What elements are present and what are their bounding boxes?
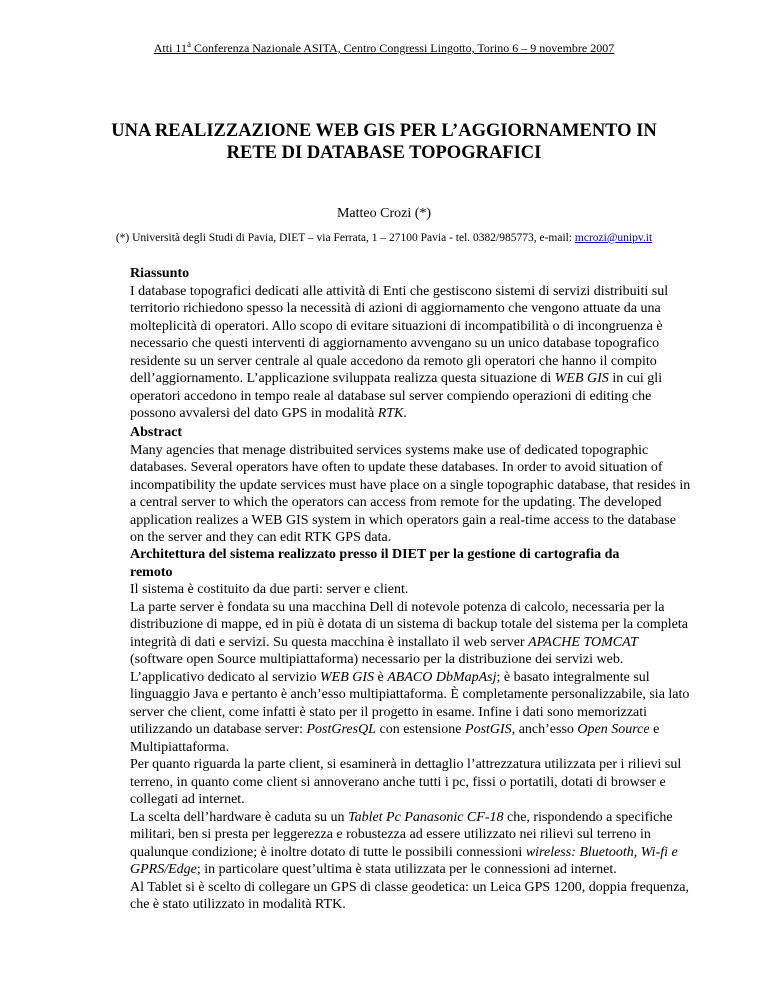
paragraph-line: [130, 370, 663, 388]
italic-term: Tablet Pc Panasonic CF-18: [348, 809, 504, 825]
italic-term: APACHE TOMCAT: [528, 634, 638, 650]
text-span: utilizzando un database server:: [130, 722, 307, 737]
paragraph-line: necessario che questi interventi di aggiornamento avvengano su un unico database topografico: [130, 336, 660, 351]
paragraph-line: [130, 721, 660, 739]
author: Matteo Crozi (*): [336, 206, 432, 221]
running-header: [0, 39, 768, 56]
paragraph-line: [130, 809, 673, 827]
text-span: L’applicativo dedicato al servizio: [130, 669, 320, 685]
paragraph-line: molteplicità di operatori. Allo scopo di evitare situazioni di incompatibilità o di incongruenza è: [130, 318, 663, 334]
architettura-section: [130, 546, 690, 914]
paragraph-line: Il sistema è costituito da due parti: server e client.: [130, 582, 409, 597]
paragraph-line: [130, 844, 678, 862]
paragraph-line: distribuzione di mappe, ed in più è dotata di un sistema di backup totale del sistema per la completa: [130, 617, 688, 632]
email-link[interactable]: mcrozi@unipv.it: [574, 232, 653, 244]
header-prefix: Atti 11: [153, 41, 187, 55]
paragraph-line: incompatibility the update services must have place on a single topographic database, that resides in: [130, 477, 691, 493]
paper-title: [80, 120, 688, 164]
italic-term: wireless: Bluetooth, Wi-fi e: [525, 844, 678, 860]
abstract-heading: Abstract: [130, 425, 183, 440]
text-span: ; è basato integralmente sul: [496, 669, 650, 685]
paragraph-line: [130, 405, 650, 423]
title-line-1: UNA REALIZZAZIONE WEB GIS PER L’AGGIORNAMENTO IN: [111, 121, 657, 141]
paragraph-line: server che client, come infatti è stato per il progetto in esame. Infine i dati sono memorizzati: [130, 704, 648, 720]
paragraph-line: [130, 861, 650, 879]
text-span: con estensione: [375, 722, 466, 737]
italic-term: Open Source: [577, 722, 650, 737]
paragraph-line: militari, ben si presta per leggerezza e robustezza ad essere utilizzato nei rilievi sul terreno in: [130, 827, 651, 842]
italic-term: PostGIS: [465, 722, 512, 737]
riassunto-heading: Riassunto: [130, 266, 190, 281]
paragraph-line: La parte server è fondata su una macchina Dell di notevole potenza di calcolo, necessaria per la: [130, 599, 665, 615]
paragraph-line: a central server to which the operators can access from remote for the updating. The developed: [130, 495, 662, 510]
paragraph-line: residente su un server centrale al quale accedono da remoto gli operatori che hanno il compito: [130, 353, 657, 369]
text-span: possono avvalersi del dato GPS in modalità: [130, 406, 378, 421]
affiliation-text: (*) Università degli Studi di Pavia, DIET – via Ferrata, 1 – 27100 Pavia - tel. 0382/985773, e-mail:: [115, 232, 575, 244]
paragraph-line: (software open Source multipiattaforma) necessario per la distribuzione dei servizi web.: [130, 652, 624, 667]
paragraph-line: [130, 634, 650, 652]
architettura-heading: Architettura del sistema realizzato presso il DIET per la gestione di cartografia da remoto: [130, 547, 620, 580]
text-span: integrità di dati e servizi. Su questa macchina è installato il web server: [130, 634, 529, 650]
italic-term: RTK: [377, 406, 404, 421]
text-span: è: [374, 669, 388, 685]
text-span: ; in particolare quest’ultima è stata utilizzata per le connessioni ad internet.: [196, 862, 617, 877]
paragraph-line: linguaggio Java e pertanto è anch’esso multipiattaforma. È completamente personalizzabile, sia lato: [130, 687, 690, 702]
paragraph-line: terreno, in quanto come client si annoverano anche tutti i pc, fissi o portatili, dotati di browser e: [130, 774, 666, 790]
italic-term: ABACO DbMapAsj: [387, 669, 497, 685]
paragraph-line: Many agencies that menage distribuited services systems make use of dedicated topographic: [130, 442, 649, 458]
paragraph-line: operatori accedono in tempo reale al database sul server compiendo operazioni di editing che: [130, 388, 652, 404]
text-span: e: [649, 722, 660, 737]
text-span: La scelta dell’hardware è caduta su un: [130, 809, 349, 825]
paragraph-line: collegati ad internet.: [130, 792, 245, 807]
text-span: in cui gli: [608, 371, 663, 386]
paragraph-line: Per quanto riguarda la parte client, si esaminerà in dettaglio l’attrezzatura utilizzata per i rilievi sul: [130, 757, 682, 772]
header-superscript: a: [187, 39, 191, 49]
text-span: , anch’esso: [511, 722, 578, 737]
paragraph-line: application realizes a WEB GIS system in which operators gain a real-time access to the database: [130, 512, 676, 528]
paragraph-line: I database topografici dedicati alle attività di Enti che gestiscono sistemi di servizi distribuiti sul: [130, 283, 669, 299]
title-line-2: RETE DI DATABASE TOPOGRAFICI: [226, 143, 542, 163]
italic-term: PostGresQL: [306, 722, 376, 737]
paragraph-line: Al Tablet si è scelto di collegare un GPS di classe geodetica: un Leica GPS 1200, doppia frequenza,: [130, 879, 689, 895]
text-span: dell’aggiornamento. L’applicazione sviluppata realizza questa situazione di: [130, 371, 555, 386]
paragraph-line: Multipiattaforma.: [130, 739, 230, 755]
paragraph-line: che è stato utilizzato in modalità RTK.: [130, 897, 346, 912]
text-span: qualunque condizione; è inoltre dotato di tutte le possibili connessioni: [130, 844, 526, 860]
abstract-section: [130, 424, 691, 547]
paragraph-line: databases. Several operators have often to update these databases. In order to avoid situation of: [130, 460, 663, 475]
affiliation: [0, 232, 768, 244]
paragraph-line: [130, 669, 650, 687]
riassunto-section: [130, 265, 669, 423]
italic-term: GPRS/Edge: [130, 862, 197, 877]
text-span: .: [403, 406, 407, 421]
paragraph-line: territorio richiedono spesso la necessità di azioni di aggiornamento che vengono attuate da una: [130, 301, 661, 316]
header-suffix: Conferenza Nazionale ASITA, Centro Congressi Lingotto, Torino 6 – 9 novembre 2007: [191, 41, 615, 55]
italic-term: WEB GIS: [554, 371, 609, 386]
italic-term: WEB GIS: [319, 669, 375, 685]
text-span: che, rispondendo a specifiche: [503, 809, 673, 825]
paragraph-line: on the server and they can edit RTK GPS data.: [130, 530, 392, 545]
